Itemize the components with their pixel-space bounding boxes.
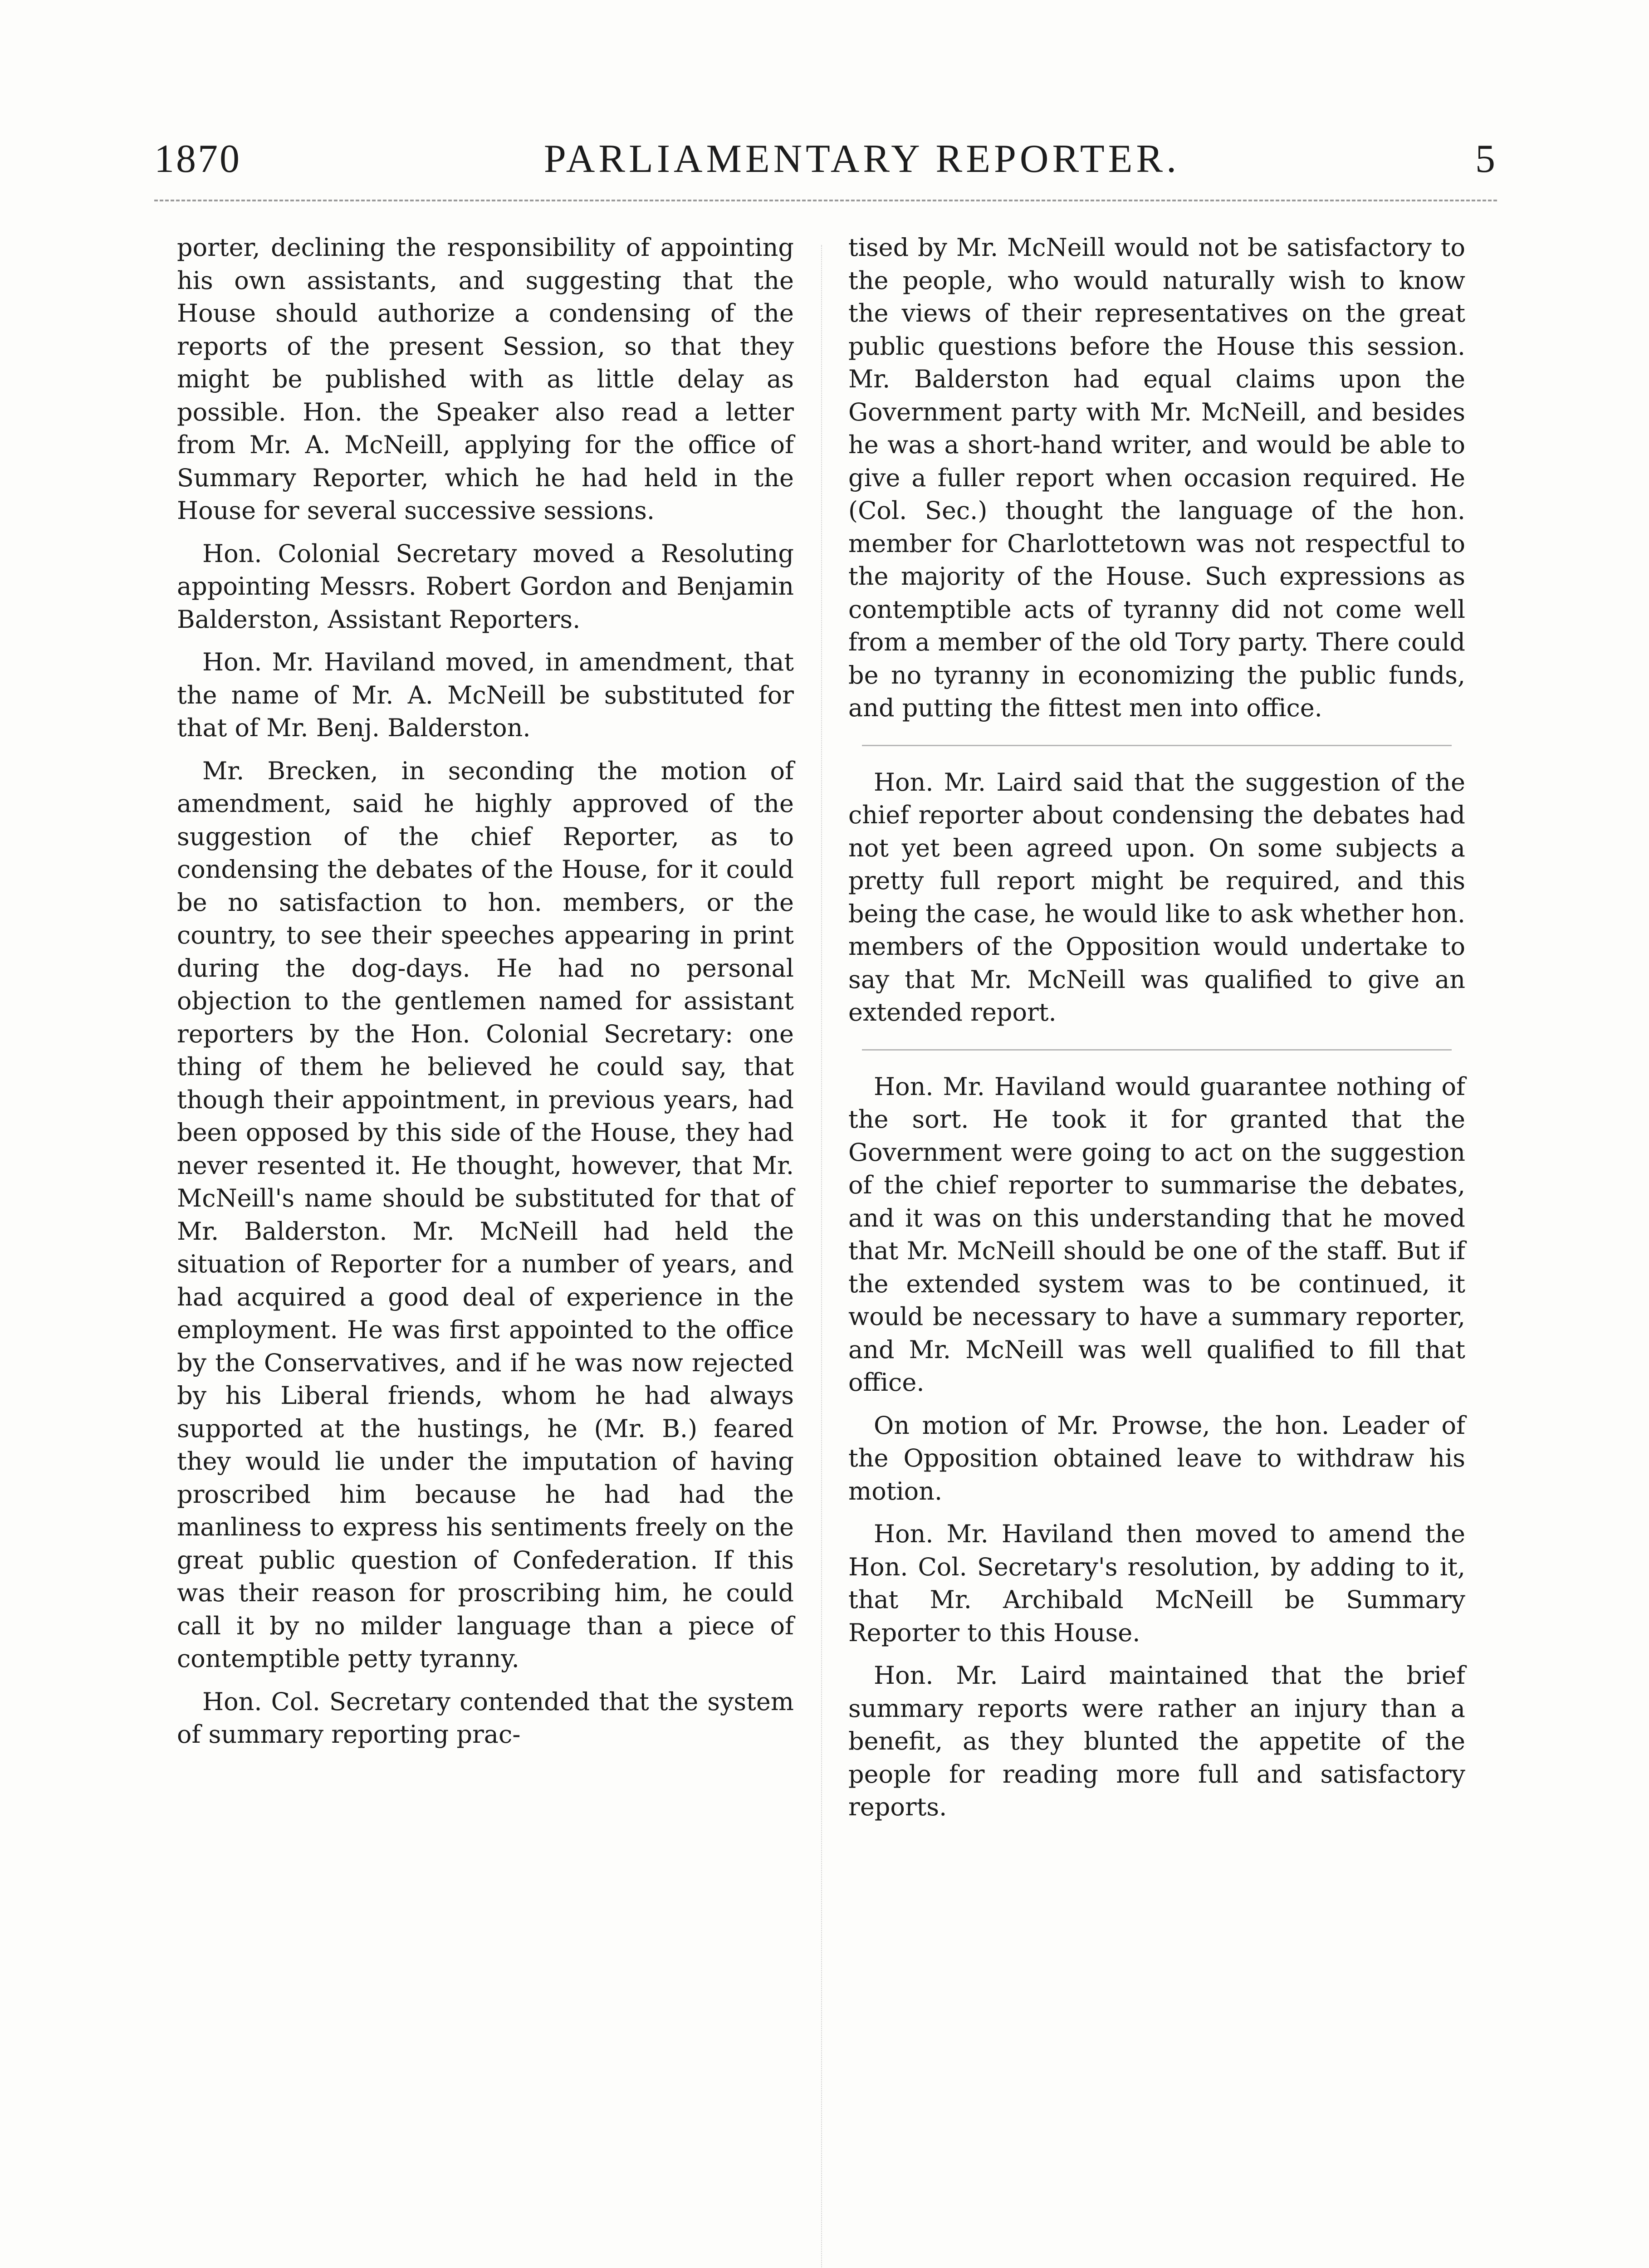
right-column: [848, 231, 1465, 1834]
left-column: [177, 231, 794, 1761]
left-paragraph-2: Hon. Colonial Secretary moved a Resoluting appointing Messrs. Robert Gordon and Benjamin Balderston, Assistant Reporters.: [177, 539, 794, 634]
left-paragraph-1: porter, declining the responsibility of appointing his own assistants, and suggesting that the House should authorize a condensing of the reports of the present Session, so that they might be published with as little delay as possible. Hon. the Speaker also read a letter from Mr. A. McNeill, applying for the office of Summary Reporter, which he had held in the House for several successive sessions.: [177, 233, 794, 525]
right-paragraph-2: Hon. Mr. Laird said that the suggestion of the chief reporter about condensing the debates had not yet been agreed upon. On some subjects a pretty full report might be required, and this being the case, he would like to ask whether hon. members of the Opposition would undertake to say that Mr. McNeill was qualified to give an extended report.: [848, 767, 1465, 1026]
right-paragraph-4: On motion of Mr. Prowse, the hon. Leader of the Opposition obtained leave to withdraw his motion.: [848, 1411, 1465, 1505]
header-year: 1870: [154, 137, 241, 181]
header-rule: [154, 200, 1497, 201]
left-paragraph-3: Hon. Mr. Haviland moved, in amendment, that the name of Mr. A. McNeill be substituted for that of Mr. Benj. Balderston.: [177, 648, 794, 742]
header-title: PARLIAMENTARY REPORTER.: [543, 137, 1180, 181]
page-header: [154, 136, 1497, 204]
left-paragraph-4: Mr. Brecken, in seconding the motion of amendment, said he highly approved of the suggestion of the chief Reporter, as to condensing the debates of the House, for it could be no satisfaction to hon. members, or the country, to see their speeches appearing in print during the dog-days. He had no personal objection to the gentlemen named for assistant reporters by the Hon. Colonial Secretary: one thing of them he believed he could say, that though their appointment, in previous years, had been opposed by this side of the House, they had never resented it. He thought, however, that Mr. McNeill's name should be substituted for that of Mr. Balderston. Mr. McNeill had held the situation of Reporter for a number of years, and had acquired a good deal of experience in the employment. He was first appointed to the office by the Conservatives, and if he was now rejected by his Liberal friends, whom he had always supported at the hustings, he (Mr. B.) feared they would lie under the imputation of having proscribed him because he had had the manliness to express his sentiments freely on the great public question of Confederation. If this was their reason for proscribing him, he could call it by no milder language than a piece of contemptible petty tyranny.: [177, 756, 794, 1673]
right-paragraph-1: tised by Mr. McNeill would not be satisfactory to the people, who would naturally wish to know the views of their representatives on the great public questions before the House this session. Mr. Balderston had equal claims upon the Government party with Mr. McNeill, and besides he was a short-hand writer, and would be able to give a fuller report when occasion required. He (Col. Sec.) thought the language of the hon. member for Charlottetown was not respectful to the majority of the House. Such expressions as contemptible acts of tyranny did not come well from a member of the old Tory party. There could be no tyranny in economizing the public funds, and putting the fittest men into office.: [848, 233, 1465, 722]
left-paragraph-5: Hon. Col. Secretary contended that the system of summary reporting prac-: [177, 1687, 794, 1749]
section-separator-1: [862, 745, 1452, 748]
header-page-number: 5: [1475, 137, 1497, 181]
column-divider: [821, 245, 822, 2268]
right-paragraph-3: Hon. Mr. Haviland would guarantee nothing of the sort. He took it for granted that the Government were going to act on the suggestion of the chief reporter to summarise the debates, and it was on this understanding that he moved that Mr. McNeill should be one of the staff. But if the extended system was to be continued, it would be necessary to have a summary reporter, and Mr. McNeill was well qualified to fill that office.: [848, 1072, 1465, 1397]
right-paragraph-5: Hon. Mr. Haviland then moved to amend the Hon. Col. Secretary's resolution, by adding to it, that Mr. Archibald McNeill be Summary Reporter to this House.: [848, 1520, 1465, 1647]
right-paragraph-6: Hon. Mr. Laird maintained that the brief summary reports were rather an injury than a benefit, as they blunted the appetite of the people for reading more full and satisfactory reports.: [848, 1661, 1465, 1821]
section-separator-2: [862, 1049, 1452, 1052]
